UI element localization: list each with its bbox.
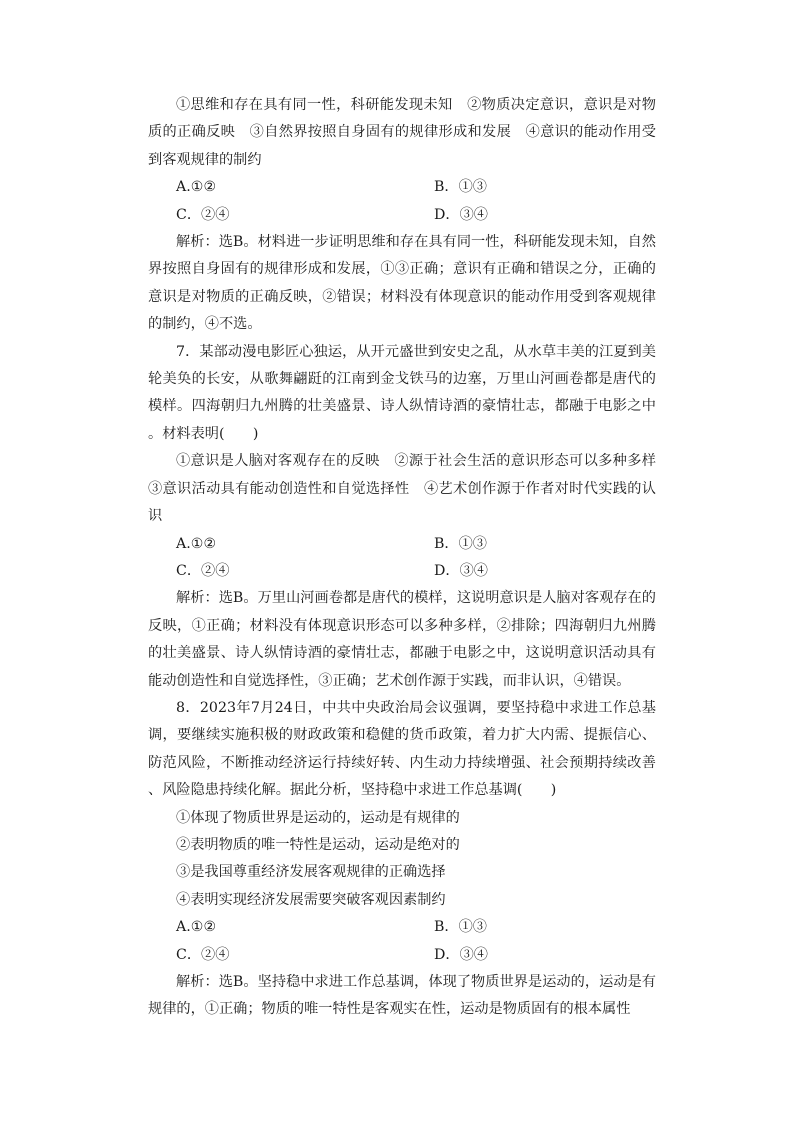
answer-option: A.①②: [176, 919, 217, 936]
answer-option: B．①③: [434, 535, 487, 552]
answer-option: B．①③: [434, 919, 487, 936]
statement-paragraph: ①意识是人脑对客观存在的反映 ②源于社会生活的意识形态可以多种多样 ③意识活动具有能动创造性和自觉选择性 ④艺术创作源于作者对时代实践的认识: [148, 453, 671, 525]
statement-paragraph: ①思维和存在具有同一性，科研能发现未知 ②物质决定意识，意识是对物质的正确反映 ③自然界按照自身固有的规律形成和发展 ④意识的能动作用受到客观规律的制约: [148, 97, 656, 168]
question-stem: 8．2023年7月24日，中共中央政治局会议强调，要坚持稳中求进工作总基调，要继续实施积极的财政政策和稳健的货币政策，着力扩大内需、提振信心、防范风险，不断推动经济运行持续好转、内生动力持续增强、社会预期持续改善、风险隐患持续化解。据此分析，坚持稳中求进工作总基调( ): [148, 699, 656, 799]
answer-options: [148, 914, 656, 969]
analysis-paragraph: 解析：选B。材料进一步证明思维和存在具有同一性，科研能发现未知，自然界按照自身固有的规律形成和发展，①③正确；意识有正确和错误之分，正确的意识是对物质的正确反映，②错误；材料没有体现意识的能动作用受到客观规律的制约，④不选。: [148, 234, 656, 333]
analysis-paragraph: 解析：选B。坚持稳中求进工作总基调，体现了物质世界是运动的，运动是有规律的，①正确；物质的唯一特性是客观实在性，运动是物质固有的根本属性: [148, 974, 656, 1018]
answer-option: C．②④: [176, 562, 230, 579]
statement-line: ①体现了物质世界是运动的，运动是有规律的: [176, 809, 460, 826]
answer-option: A.①②: [176, 179, 217, 196]
question-stem: 7．某部动漫电影匠心独运，从开元盛世到安史之乱，从水草丰美的江夏到美轮美奂的长安，从歌舞翩跹的江南到金戈铁马的边塞，万里山河画卷都是唐代的模样。四海朝归九州腾的壮美盛景、诗人纵情诗酒的豪情壮志，都融于电影之中。材料表明( ): [148, 343, 656, 442]
answer-option: C．②④: [176, 946, 230, 963]
answer-options: [148, 531, 656, 586]
answer-option: C．②④: [176, 206, 230, 223]
analysis-paragraph: 解析：选B。万里山河画卷都是唐代的模样，这说明意识是人脑对客观存在的反映，①正确；材料没有体现意识形态可以多种多样，②排除；四海朝归九州腾的壮美盛景、诗人纵情诗酒的豪情壮志，都融于电影之中，这说明意识活动具有能动创造性和自觉选择性，③正确；艺术创作源于实践，而非认识，④错误。: [148, 590, 656, 689]
answer-option: D．③④: [434, 562, 488, 579]
statement-line: ④表明实现经济发展需要突破客观因素制约: [176, 891, 446, 908]
answer-options: [148, 174, 656, 229]
document-body: [148, 92, 671, 1024]
statement-line: ③是我国尊重经济发展客观规律的正确选择: [176, 864, 446, 881]
answer-option: D．③④: [434, 206, 488, 223]
answer-option: B．①③: [434, 179, 487, 196]
answer-option: D．③④: [434, 946, 488, 963]
statement-line: ②表明物质的唯一特性是运动，运动是绝对的: [176, 836, 460, 853]
answer-option: A.①②: [176, 535, 217, 552]
